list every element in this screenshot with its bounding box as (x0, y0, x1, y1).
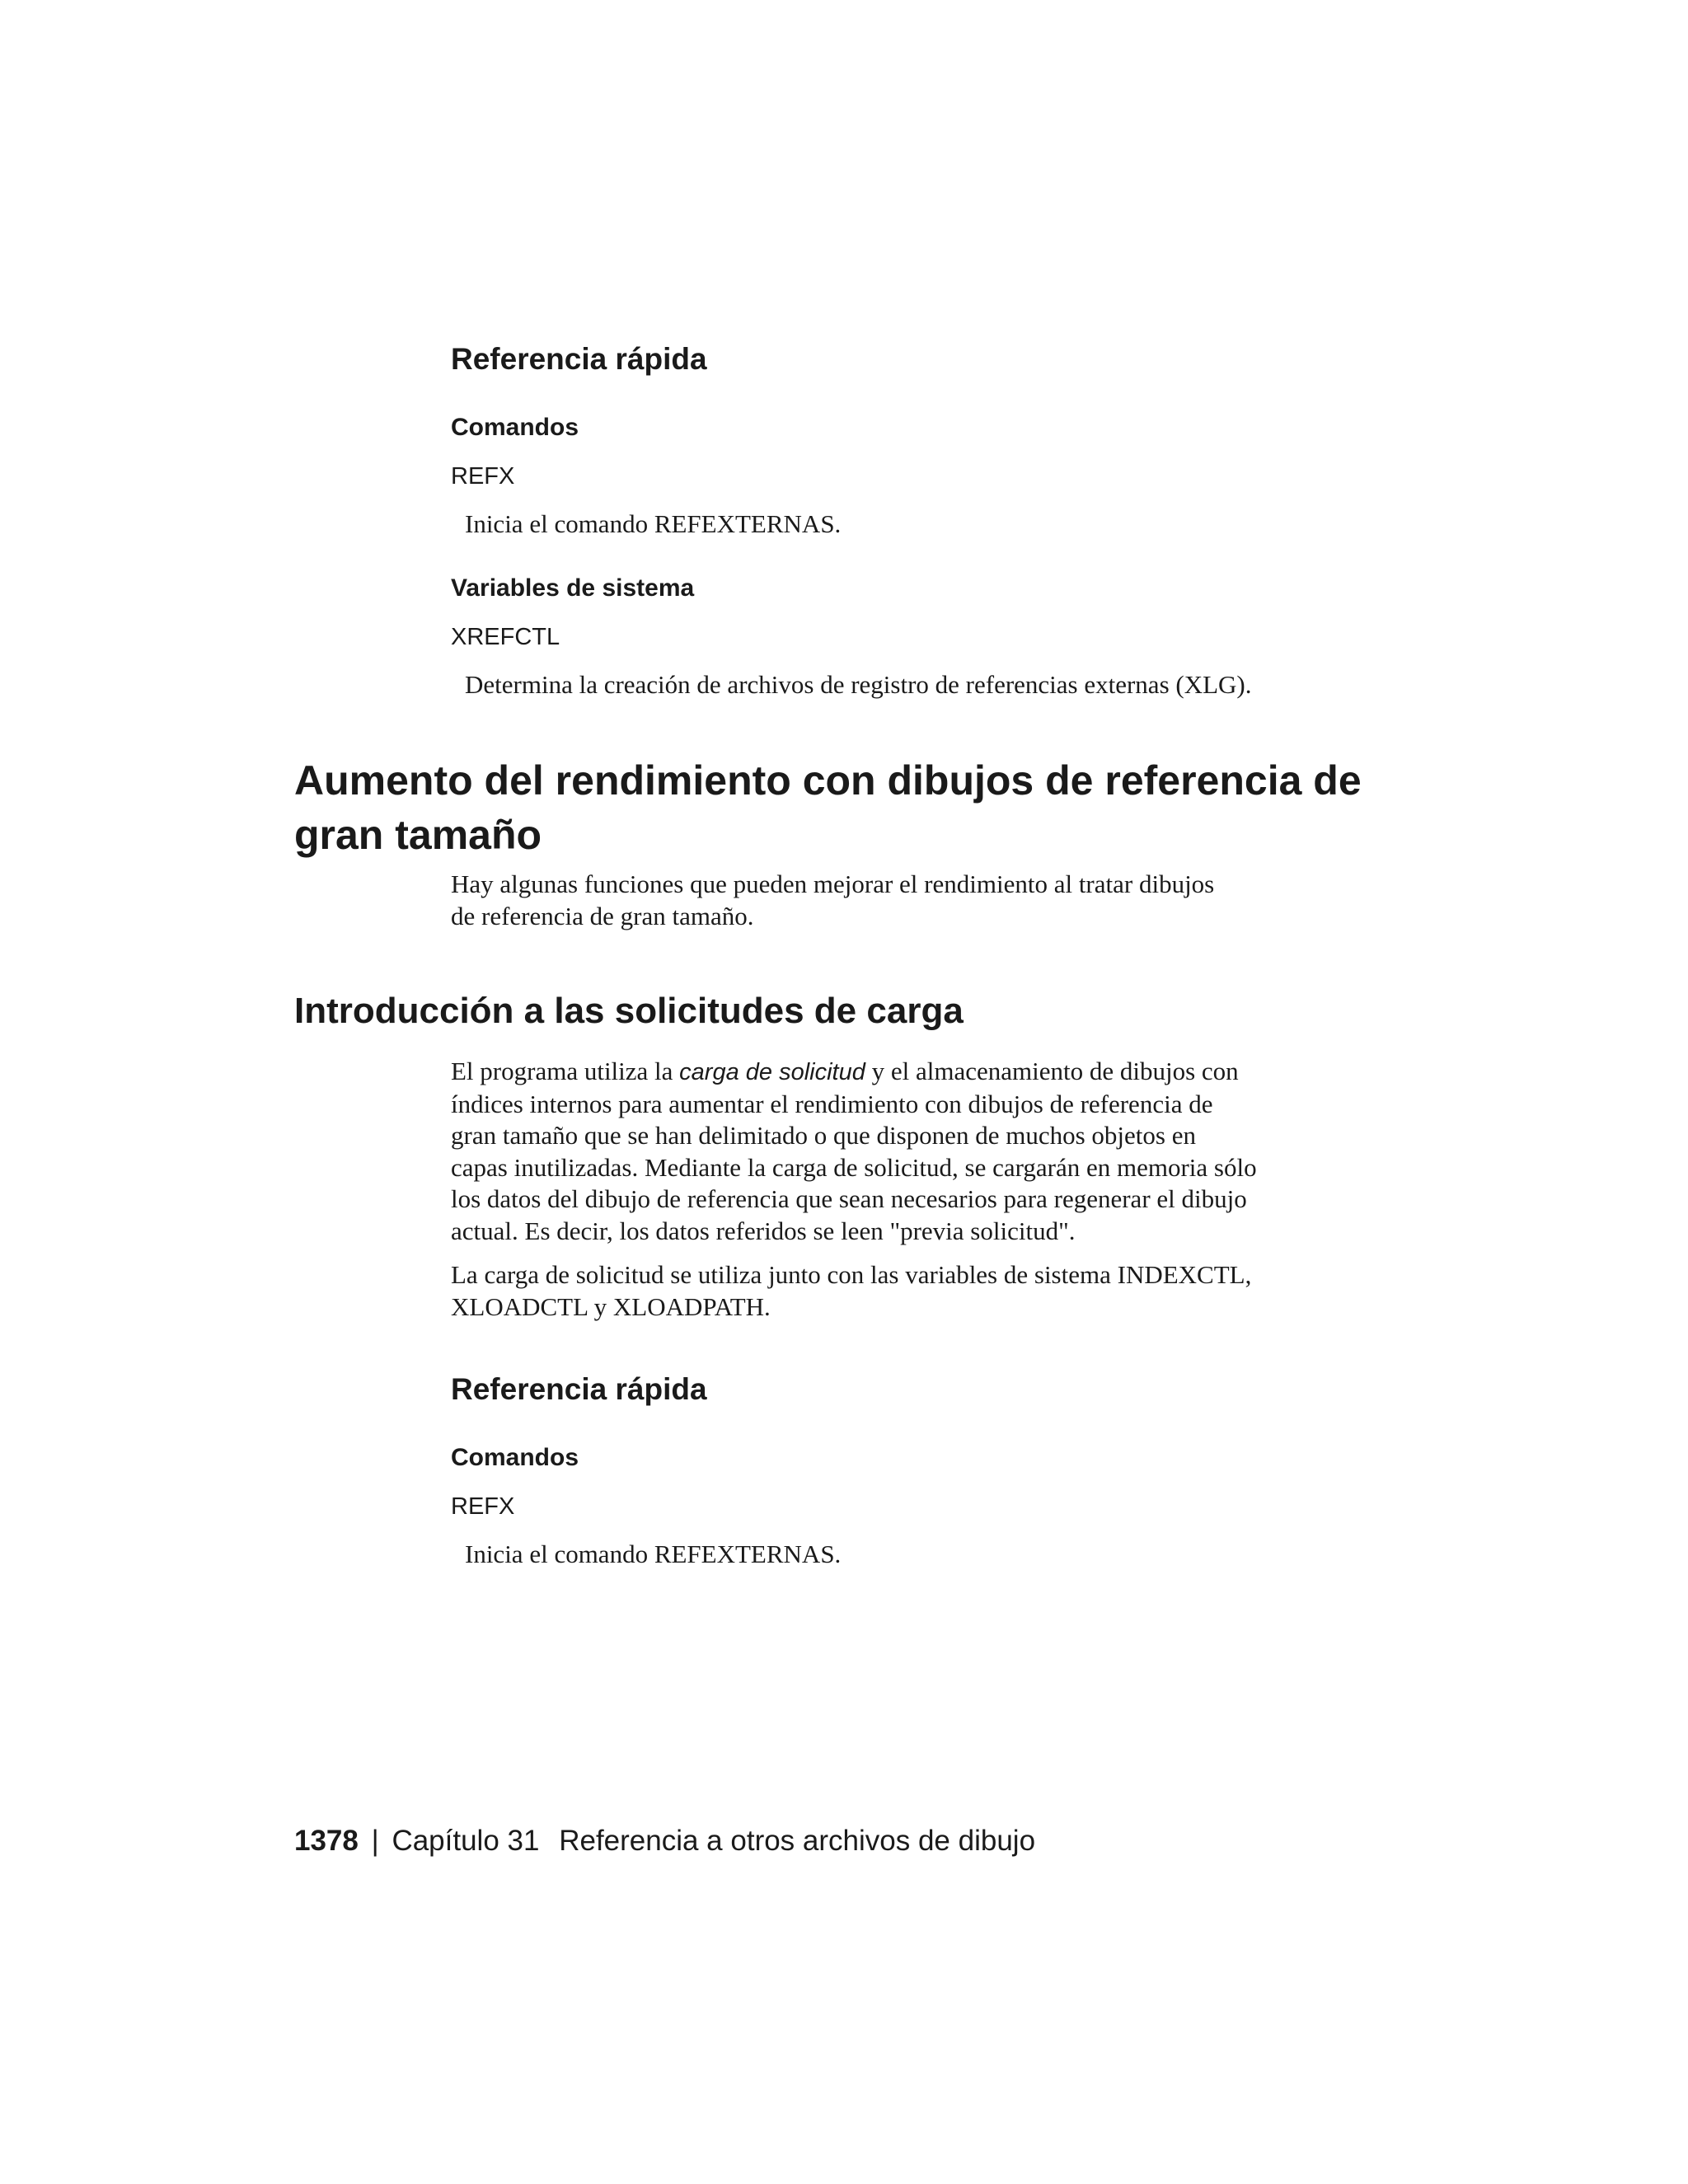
chapter-title: Referencia a otros archivos de dibujo (559, 1825, 1036, 1857)
command-name: REFX (451, 463, 515, 490)
system-variable-description: Determina la creación de archivos de registro de referencias externas (XLG). (465, 670, 1252, 699)
commands-heading: Comandos (451, 1444, 579, 1471)
paragraph-line: Hay algunas funciones que pueden mejorar el rendimiento al tratar dibujos (451, 869, 1215, 898)
paragraph-line: gran tamaño que se han delimitado o que disponen de muchos objetos en (451, 1121, 1196, 1150)
body-paragraph (451, 1056, 1522, 1247)
paragraph-line: capas inutilizadas. Mediante la carga de solicitud, se cargarán en memoria sólo (451, 1152, 1257, 1182)
command-name: REFX (451, 1493, 515, 1520)
section-title (294, 753, 1362, 862)
section-title-line: gran tamaño (294, 812, 542, 858)
system-variable-name: XREFCTL (451, 624, 560, 650)
section-intro-paragraph (451, 869, 1522, 932)
paragraph-line: actual. Es decir, los datos referidos se leen "previa solicitud". (451, 1216, 1076, 1245)
paragraph-line: de referencia de gran tamaño. (451, 901, 754, 930)
section-title-line: Aumento del rendimiento con dibujos de referencia de (294, 757, 1362, 804)
footer-separator: | (371, 1825, 379, 1857)
quickref-title: Referencia rápida (451, 342, 707, 376)
command-description: Inicia el comando REFEXTERNAS. (465, 509, 842, 538)
emphasis-term: carga de solicitud (679, 1059, 865, 1085)
system-variables-heading: Variables de sistema (451, 574, 695, 602)
paragraph-line: índices internos para aumentar el rendimiento con dibujos de referencia de (451, 1089, 1213, 1118)
commands-heading: Comandos (451, 414, 579, 441)
subsection-title: Introducción a las solicitudes de carga (294, 991, 964, 1031)
paragraph-line: los datos del dibujo de referencia que sean necesarios para regenerar el dibujo (451, 1184, 1247, 1213)
quickref-title: Referencia rápida (451, 1372, 707, 1406)
paragraph-line: XLOADCTL y XLOADPATH. (451, 1291, 771, 1321)
page-number: 1378 (294, 1825, 359, 1857)
page-footer (294, 1823, 1035, 1859)
paragraph-line: La carga de solicitud se utiliza junto con las variables de sistema INDEXCTL, (451, 1260, 1252, 1289)
chapter-label: Capítulo 31 (392, 1825, 540, 1857)
command-description: Inicia el comando REFEXTERNAS. (465, 1540, 842, 1568)
paragraph-line: El programa utiliza la carga de solicitud y el almacenamiento de dibujos con (451, 1057, 1239, 1085)
body-paragraph (451, 1259, 1522, 1323)
